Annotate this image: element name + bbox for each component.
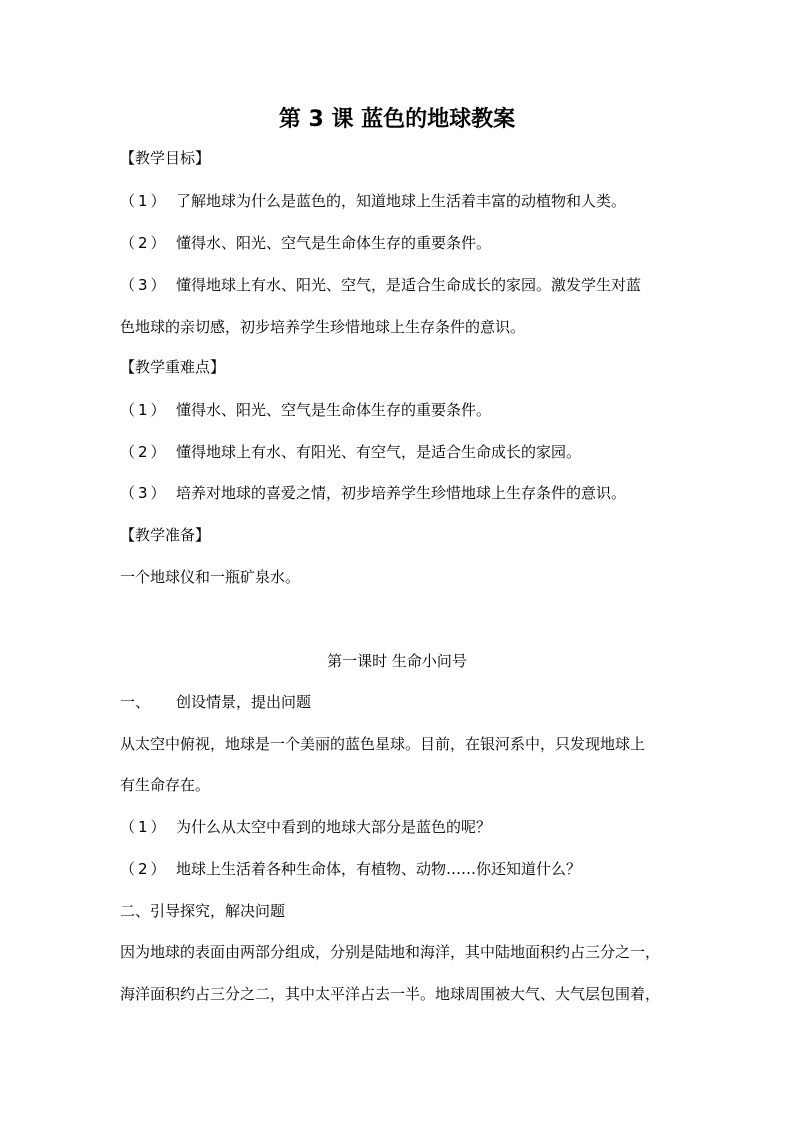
list-item — [120, 482, 690, 504]
paragraph-line: 因为地球的表面由两部分组成，分别是陆地和海洋，其中陆地面积约占三分之一， — [120, 943, 661, 961]
question-item — [120, 858, 690, 880]
section-heading-preparation: 【教学准备】 — [120, 526, 211, 544]
paragraph-line: 有生命存在。 — [120, 776, 211, 794]
item-text: 懂得地球上有水、阳光、空气，是适合生命成长的家园。激发学生对蓝 — [176, 276, 642, 294]
list-item — [120, 399, 690, 421]
item-text: 懂得地球上有水、有阳光、有空气，是适合生命成长的家园。 — [176, 443, 582, 461]
section-heading-key-points: 【教学重难点】 — [120, 358, 226, 376]
item-text: 地球上生活着各种生命体，有植物、动物……你还知道什么？ — [176, 860, 582, 878]
list-item — [120, 441, 690, 463]
item-text: 了解地球为什么是蓝色的，知道地球上生活着丰富的动植物和人类。 — [176, 192, 627, 210]
item-text: 懂得水、阳光、空气是生命体生存的重要条件。 — [176, 234, 492, 252]
item-number: （1） — [120, 192, 169, 210]
paragraph-line: 从太空中俯视，地球是一个美丽的蓝色星球。目前，在银河系中，只发现地球上 — [120, 735, 646, 753]
item-number: （2） — [120, 443, 169, 461]
list-item — [120, 232, 690, 254]
list-item-continuation: 色地球的亲切感，初步培养学生珍惜地球上生存条件的意识。 — [120, 318, 526, 336]
list-item — [120, 274, 690, 296]
preparation-text: 一个地球仪和一瓶矿泉水。 — [120, 568, 301, 586]
item-text: 懂得水、阳光、空气是生命体生存的重要条件。 — [176, 401, 492, 419]
question-item — [120, 816, 690, 838]
item-number: （3） — [120, 484, 169, 502]
part-heading: 二、引导探究，解决问题 — [120, 902, 286, 920]
item-number: （2） — [120, 234, 169, 252]
part-title: 创设情景，提出问题 — [176, 693, 312, 711]
item-number: （1） — [120, 401, 169, 419]
list-item — [120, 190, 690, 212]
part-number: 一、 — [120, 693, 151, 711]
item-text: 培养对地球的喜爱之情，初步培养学生珍惜地球上生存条件的意识。 — [176, 484, 627, 502]
item-number: （1） — [120, 818, 169, 836]
page-title: 第 3 课 蓝色的地球教案 — [278, 107, 516, 132]
lesson-heading: 第一课时 生命小问号 — [327, 652, 467, 670]
section-heading-objectives: 【教学目标】 — [120, 149, 211, 167]
paragraph-line: 海洋面积约占三分之二，其中太平洋占去一半。地球周围被大气、大气层包围着， — [120, 985, 661, 1003]
item-number: （2） — [120, 860, 169, 878]
item-text: 为什么从太空中看到的地球大部分是蓝色的呢？ — [176, 818, 492, 836]
item-number: （3） — [120, 276, 169, 294]
part-heading — [120, 691, 690, 713]
